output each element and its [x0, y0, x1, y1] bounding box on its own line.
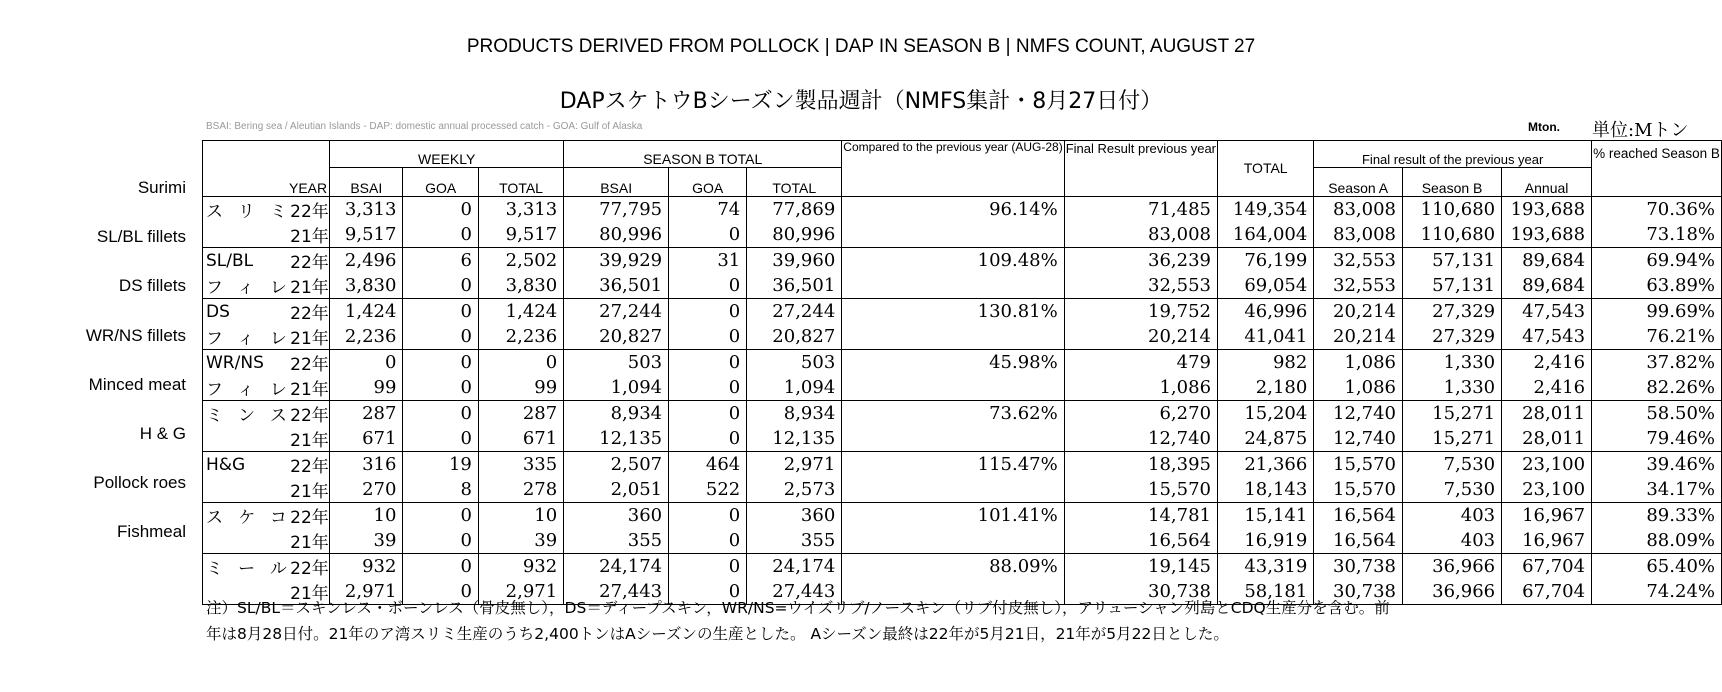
final-prev-cell: 19,145 — [1064, 554, 1217, 580]
compared-cell — [842, 375, 1064, 401]
product-label-en: Surimi — [137, 178, 186, 197]
w-bsai-cell: 270 — [330, 477, 403, 503]
season-a-cell: 15,570 — [1314, 477, 1403, 503]
w-goa-cell: 0 — [403, 273, 478, 299]
header-season-a: Season A — [1314, 168, 1403, 197]
s-bsai-cell: 24,174 — [564, 554, 669, 580]
annual-cell: 89,684 — [1502, 273, 1592, 299]
compared-cell: 109.48% — [842, 248, 1064, 274]
w-bsai-cell: 0 — [330, 350, 403, 376]
w-total-cell: 2,971 — [478, 579, 563, 605]
table-row — [203, 324, 1722, 350]
w-goa-cell: 0 — [403, 197, 478, 223]
product-label-jp: WR/NS — [203, 350, 290, 376]
compared-cell — [842, 324, 1064, 350]
product-label-jp: フィレ — [203, 273, 290, 299]
final-prev-cell: 83,008 — [1064, 222, 1217, 248]
total-cell: 21,366 — [1218, 452, 1314, 478]
season-a-cell: 1,086 — [1314, 350, 1403, 376]
season-b-cell: 1,330 — [1403, 350, 1502, 376]
product-label-jp: ミール — [203, 554, 290, 580]
total-cell: 16,919 — [1218, 528, 1314, 554]
header-year: YEAR — [288, 180, 328, 197]
w-total-cell: 671 — [478, 426, 563, 452]
product-label-jp: DS — [203, 299, 290, 325]
product-label-en: SL/BL fillets — [96, 227, 186, 247]
product-label-jp — [203, 222, 290, 248]
final-prev-cell: 479 — [1064, 350, 1217, 376]
s-goa-cell: 522 — [669, 477, 747, 503]
annual-cell: 16,967 — [1502, 528, 1592, 554]
year-cell: 21年 — [290, 533, 329, 553]
reached-cell: 74.24% — [1592, 579, 1722, 605]
season-b-cell: 15,271 — [1403, 401, 1502, 427]
s-goa-cell: 464 — [669, 452, 747, 478]
total-cell: 982 — [1218, 350, 1314, 376]
s-goa-cell: 31 — [669, 248, 747, 274]
w-goa-cell: 0 — [403, 426, 478, 452]
s-bsai-cell: 360 — [564, 503, 669, 529]
s-bsai-cell: 20,827 — [564, 324, 669, 350]
season-a-cell: 15,570 — [1314, 452, 1403, 478]
reached-cell: 70.36% — [1592, 197, 1722, 223]
w-bsai-cell: 99 — [330, 375, 403, 401]
table-row — [203, 248, 1722, 274]
annual-cell: 67,704 — [1502, 579, 1592, 605]
season-b-cell: 110,680 — [1403, 197, 1502, 223]
product-label-jp — [203, 528, 290, 554]
s-bsai-cell: 80,996 — [564, 222, 669, 248]
final-prev-cell: 18,395 — [1064, 452, 1217, 478]
header-weekly: WEEKLY — [330, 141, 564, 168]
w-bsai-cell: 10 — [330, 503, 403, 529]
total-cell: 24,875 — [1218, 426, 1314, 452]
season-a-cell: 12,740 — [1314, 401, 1403, 427]
table-row — [203, 350, 1722, 376]
s-goa-cell: 0 — [669, 273, 747, 299]
year-cell: 22年 — [290, 299, 330, 325]
s-total-cell: 2,573 — [747, 477, 842, 503]
unit-en: Mton. — [1528, 120, 1560, 134]
year-cell: 22年 — [290, 248, 330, 274]
s-bsai-cell: 27,443 — [564, 579, 669, 605]
w-goa-cell: 0 — [403, 299, 478, 325]
w-total-cell: 932 — [478, 554, 563, 580]
w-total-cell: 39 — [478, 528, 563, 554]
reached-cell: 73.18% — [1592, 222, 1722, 248]
year-cell: 22年 — [290, 401, 330, 427]
reached-cell: 99.69% — [1592, 299, 1722, 325]
year-cell: 21年 — [290, 482, 329, 502]
year-cell: 21年 — [290, 431, 329, 451]
year-cell: 22年 — [290, 452, 330, 478]
product-label-jp: フィレ — [203, 324, 290, 350]
annual-cell: 23,100 — [1502, 477, 1592, 503]
compared-cell: 130.81% — [842, 299, 1064, 325]
reached-cell: 76.21% — [1592, 324, 1722, 350]
table-row — [203, 426, 1722, 452]
reached-cell: 88.09% — [1592, 528, 1722, 554]
total-cell: 15,141 — [1218, 503, 1314, 529]
s-total-cell: 80,996 — [747, 222, 842, 248]
season-a-cell: 20,214 — [1314, 299, 1403, 325]
annual-cell: 28,011 — [1502, 426, 1592, 452]
s-bsai-cell: 503 — [564, 350, 669, 376]
annual-cell: 67,704 — [1502, 554, 1592, 580]
season-b-cell: 36,966 — [1403, 554, 1502, 580]
season-a-cell: 83,008 — [1314, 222, 1403, 248]
compared-cell — [842, 426, 1064, 452]
header-season-goa: GOA — [669, 168, 747, 197]
w-goa-cell: 0 — [403, 554, 478, 580]
total-cell: 41,041 — [1218, 324, 1314, 350]
w-bsai-cell: 3,313 — [330, 197, 403, 223]
header-annual: Annual — [1502, 168, 1592, 197]
season-b-cell: 7,530 — [1403, 477, 1502, 503]
w-bsai-cell: 9,517 — [330, 222, 403, 248]
s-bsai-cell: 2,051 — [564, 477, 669, 503]
w-bsai-cell: 2,236 — [330, 324, 403, 350]
product-label-en: Minced meat — [88, 374, 186, 394]
year-cell: 21年 — [290, 227, 329, 247]
s-goa-cell: 0 — [669, 299, 747, 325]
reached-cell: 69.94% — [1592, 248, 1722, 274]
final-prev-cell: 1,086 — [1064, 375, 1217, 401]
season-a-cell: 32,553 — [1314, 273, 1403, 299]
w-total-cell: 278 — [478, 477, 563, 503]
season-b-cell: 57,131 — [1403, 248, 1502, 274]
w-bsai-cell: 316 — [330, 452, 403, 478]
s-bsai-cell: 39,929 — [564, 248, 669, 274]
title-en: PRODUCTS DERIVED FROM POLLOCK | DAP IN SEASON B | NMFS COUNT, AUGUST 27 — [466, 36, 1256, 57]
s-total-cell: 24,174 — [747, 554, 842, 580]
table-row — [203, 222, 1722, 248]
year-cell: 22年 — [290, 197, 330, 223]
w-goa-cell: 8 — [403, 477, 478, 503]
year-cell: 21年 — [290, 380, 329, 400]
compared-cell: 101.41% — [842, 503, 1064, 529]
final-prev-cell: 14,781 — [1064, 503, 1217, 529]
reached-cell: 79.46% — [1592, 426, 1722, 452]
header-season-b: Season B — [1403, 168, 1502, 197]
annual-cell: 47,543 — [1502, 324, 1592, 350]
w-total-cell: 287 — [478, 401, 563, 427]
w-total-cell: 2,236 — [478, 324, 563, 350]
header-final-prev-year: Final Result previous year — [1064, 141, 1217, 197]
annual-cell: 23,100 — [1502, 452, 1592, 478]
season-a-cell: 20,214 — [1314, 324, 1403, 350]
season-b-cell: 403 — [1403, 528, 1502, 554]
total-cell: 76,199 — [1218, 248, 1314, 274]
s-goa-cell: 0 — [669, 401, 747, 427]
products-table — [202, 140, 1722, 605]
header-season-b-total: SEASON B TOTAL — [564, 141, 842, 168]
s-goa-cell: 0 — [669, 579, 747, 605]
season-b-cell: 403 — [1403, 503, 1502, 529]
s-goa-cell: 0 — [669, 528, 747, 554]
year-cell: 21年 — [290, 278, 329, 298]
header-weekly-bsai: BSAI — [330, 168, 403, 197]
s-bsai-cell: 27,244 — [564, 299, 669, 325]
total-cell: 69,054 — [1218, 273, 1314, 299]
reached-cell: 37.82% — [1592, 350, 1722, 376]
reached-cell: 65.40% — [1592, 554, 1722, 580]
s-total-cell: 360 — [747, 503, 842, 529]
header-final-prev-group: Final result of the previous year — [1314, 141, 1592, 168]
total-cell: 18,143 — [1218, 477, 1314, 503]
w-goa-cell: 0 — [403, 579, 478, 605]
reached-cell: 39.46% — [1592, 452, 1722, 478]
header-season-total: TOTAL — [747, 168, 842, 197]
s-total-cell: 39,960 — [747, 248, 842, 274]
unit-jp: 単位:Mトン — [1592, 120, 1689, 141]
w-bsai-cell: 932 — [330, 554, 403, 580]
w-bsai-cell: 287 — [330, 401, 403, 427]
header-weekly-goa: GOA — [403, 168, 478, 197]
table-row — [203, 197, 1722, 223]
title-jp: DAPスケトウBシーズン製品週計（NMFS集計・8月27日付） — [559, 89, 1163, 114]
year-cell: 22年 — [290, 554, 330, 580]
final-prev-cell: 19,752 — [1064, 299, 1217, 325]
s-total-cell: 27,443 — [747, 579, 842, 605]
reached-cell: 58.50% — [1592, 401, 1722, 427]
header-total: TOTAL — [1218, 141, 1314, 197]
final-prev-cell: 15,570 — [1064, 477, 1217, 503]
w-goa-cell: 0 — [403, 503, 478, 529]
compared-cell: 115.47% — [842, 452, 1064, 478]
final-prev-cell: 36,239 — [1064, 248, 1217, 274]
year-cell: 21年 — [290, 579, 330, 605]
product-label-en: WR/NS fillets — [85, 325, 186, 345]
s-total-cell: 8,934 — [747, 401, 842, 427]
compared-cell — [842, 528, 1064, 554]
year-cell: 21年 — [290, 329, 329, 349]
product-label-jp — [203, 477, 290, 503]
annual-cell: 2,416 — [1502, 350, 1592, 376]
w-goa-cell: 0 — [403, 222, 478, 248]
season-a-cell: 83,008 — [1314, 197, 1403, 223]
product-label-jp: フィレ — [203, 375, 290, 401]
w-bsai-cell: 2,496 — [330, 248, 403, 274]
table-row — [203, 375, 1722, 401]
header-weekly-total: TOTAL — [478, 168, 563, 197]
table-row — [203, 503, 1722, 529]
annual-cell: 16,967 — [1502, 503, 1592, 529]
header-season-bsai: BSAI — [564, 168, 669, 197]
table-row — [203, 528, 1722, 554]
table-row — [203, 401, 1722, 427]
w-total-cell: 2,502 — [478, 248, 563, 274]
s-total-cell: 77,869 — [747, 197, 842, 223]
reached-cell: 89.33% — [1592, 503, 1722, 529]
season-b-cell: 110,680 — [1403, 222, 1502, 248]
table-row — [203, 452, 1722, 478]
compared-cell: 96.14% — [842, 197, 1064, 223]
s-total-cell: 2,971 — [747, 452, 842, 478]
w-bsai-cell: 3,830 — [330, 273, 403, 299]
w-total-cell: 3,830 — [478, 273, 563, 299]
season-b-cell: 27,329 — [1403, 299, 1502, 325]
w-bsai-cell: 39 — [330, 528, 403, 554]
s-total-cell: 1,094 — [747, 375, 842, 401]
product-label-jp: ミンス — [203, 401, 290, 427]
season-b-cell: 7,530 — [1403, 452, 1502, 478]
s-total-cell: 12,135 — [747, 426, 842, 452]
w-bsai-cell: 2,971 — [330, 579, 403, 605]
reached-cell: 82.26% — [1592, 375, 1722, 401]
header-compared: Compared to the previous year (AUG-28) — [842, 141, 1064, 197]
s-goa-cell: 0 — [669, 503, 747, 529]
s-goa-cell: 0 — [669, 324, 747, 350]
s-total-cell: 20,827 — [747, 324, 842, 350]
final-prev-cell: 30,738 — [1064, 579, 1217, 605]
s-goa-cell: 0 — [669, 554, 747, 580]
s-bsai-cell: 8,934 — [564, 401, 669, 427]
season-b-cell: 36,966 — [1403, 579, 1502, 605]
w-total-cell: 10 — [478, 503, 563, 529]
s-total-cell: 36,501 — [747, 273, 842, 299]
product-label-jp: H&G — [203, 452, 290, 478]
final-prev-cell: 16,564 — [1064, 528, 1217, 554]
w-total-cell: 1,424 — [478, 299, 563, 325]
final-prev-cell: 12,740 — [1064, 426, 1217, 452]
total-cell: 15,204 — [1218, 401, 1314, 427]
season-a-cell: 16,564 — [1314, 503, 1403, 529]
w-goa-cell: 0 — [403, 350, 478, 376]
table-row — [203, 477, 1722, 503]
product-label-jp — [203, 426, 290, 452]
season-a-cell: 1,086 — [1314, 375, 1403, 401]
reached-cell: 34.17% — [1592, 477, 1722, 503]
annual-cell: 193,688 — [1502, 222, 1592, 248]
total-cell: 58,181 — [1218, 579, 1314, 605]
table-row — [203, 273, 1722, 299]
product-label-jp: スケコ — [203, 503, 290, 529]
w-goa-cell: 19 — [403, 452, 478, 478]
w-total-cell: 9,517 — [478, 222, 563, 248]
season-a-cell: 16,564 — [1314, 528, 1403, 554]
w-bsai-cell: 671 — [330, 426, 403, 452]
w-goa-cell: 6 — [403, 248, 478, 274]
w-goa-cell: 0 — [403, 324, 478, 350]
total-cell: 2,180 — [1218, 375, 1314, 401]
annual-cell: 2,416 — [1502, 375, 1592, 401]
product-label-en: Fishmeal — [117, 522, 186, 542]
compared-cell: 88.09% — [842, 554, 1064, 580]
season-b-cell: 27,329 — [1403, 324, 1502, 350]
year-cell: 22年 — [290, 503, 330, 529]
compared-cell — [842, 273, 1064, 299]
w-goa-cell: 0 — [403, 528, 478, 554]
s-total-cell: 355 — [747, 528, 842, 554]
s-total-cell: 503 — [747, 350, 842, 376]
season-a-cell: 30,738 — [1314, 554, 1403, 580]
w-total-cell: 0 — [478, 350, 563, 376]
s-bsai-cell: 1,094 — [564, 375, 669, 401]
w-goa-cell: 0 — [403, 401, 478, 427]
w-total-cell: 3,313 — [478, 197, 563, 223]
season-a-cell: 12,740 — [1314, 426, 1403, 452]
footnote-line-1: 注）SL/BL＝スキンレス・ボーンレス（骨皮無し），DS＝ディープスキン，WR/NS=ウイズリブ/ノースキン（リブ付皮無し），アリューシャン列島とCDQ生産分を含む。前 — [206, 599, 1390, 617]
final-prev-cell: 6,270 — [1064, 401, 1217, 427]
product-label-jp: スリミ — [203, 197, 290, 223]
season-b-cell: 1,330 — [1403, 375, 1502, 401]
product-label-jp: SL/BL — [203, 248, 290, 274]
table-row — [203, 299, 1722, 325]
w-total-cell: 99 — [478, 375, 563, 401]
reached-cell: 63.89% — [1592, 273, 1722, 299]
s-bsai-cell: 355 — [564, 528, 669, 554]
annual-cell: 28,011 — [1502, 401, 1592, 427]
s-bsai-cell: 36,501 — [564, 273, 669, 299]
annual-cell: 47,543 — [1502, 299, 1592, 325]
s-goa-cell: 0 — [669, 222, 747, 248]
w-bsai-cell: 1,424 — [330, 299, 403, 325]
compared-cell: 45.98% — [842, 350, 1064, 376]
season-b-cell: 15,271 — [1403, 426, 1502, 452]
final-prev-cell: 20,214 — [1064, 324, 1217, 350]
s-goa-cell: 0 — [669, 350, 747, 376]
products-table-body — [203, 197, 1722, 605]
s-goa-cell: 0 — [669, 426, 747, 452]
s-bsai-cell: 12,135 — [564, 426, 669, 452]
table-row — [203, 554, 1722, 580]
season-a-cell: 32,553 — [1314, 248, 1403, 274]
w-goa-cell: 0 — [403, 375, 478, 401]
season-a-cell: 30,738 — [1314, 579, 1403, 605]
year-cell: 22年 — [290, 350, 330, 376]
w-total-cell: 335 — [478, 452, 563, 478]
season-b-cell: 57,131 — [1403, 273, 1502, 299]
product-label-en: H & G — [139, 424, 186, 443]
final-prev-cell: 71,485 — [1064, 197, 1217, 223]
compared-cell: 73.62% — [842, 401, 1064, 427]
s-bsai-cell: 2,507 — [564, 452, 669, 478]
s-goa-cell: 0 — [669, 375, 747, 401]
product-label-en: Pollock roes — [93, 473, 186, 493]
total-cell: 43,319 — [1218, 554, 1314, 580]
legend-note: BSAI: Bering sea / Aleutian Islands - DAP: domestic annual processed catch - GOA: Gulf of Alaska — [206, 121, 643, 132]
header-reached: % reached Season B — [1592, 141, 1722, 197]
total-cell: 164,004 — [1218, 222, 1314, 248]
annual-cell: 193,688 — [1502, 197, 1592, 223]
total-cell: 149,354 — [1218, 197, 1314, 223]
final-prev-cell: 32,553 — [1064, 273, 1217, 299]
s-total-cell: 27,244 — [747, 299, 842, 325]
compared-cell — [842, 477, 1064, 503]
product-label-en: DS fillets — [118, 276, 186, 296]
annual-cell: 89,684 — [1502, 248, 1592, 274]
footnote-line-2: 年は8月28日付。21年のア湾スリミ生産のうち2,400トンはAシーズンの生産とした。 Aシーズン最終は22年が5月21日，21年が5月22日とした。 — [206, 625, 1229, 643]
compared-cell — [842, 222, 1064, 248]
s-goa-cell: 74 — [669, 197, 747, 223]
s-bsai-cell: 77,795 — [564, 197, 669, 223]
total-cell: 46,996 — [1218, 299, 1314, 325]
